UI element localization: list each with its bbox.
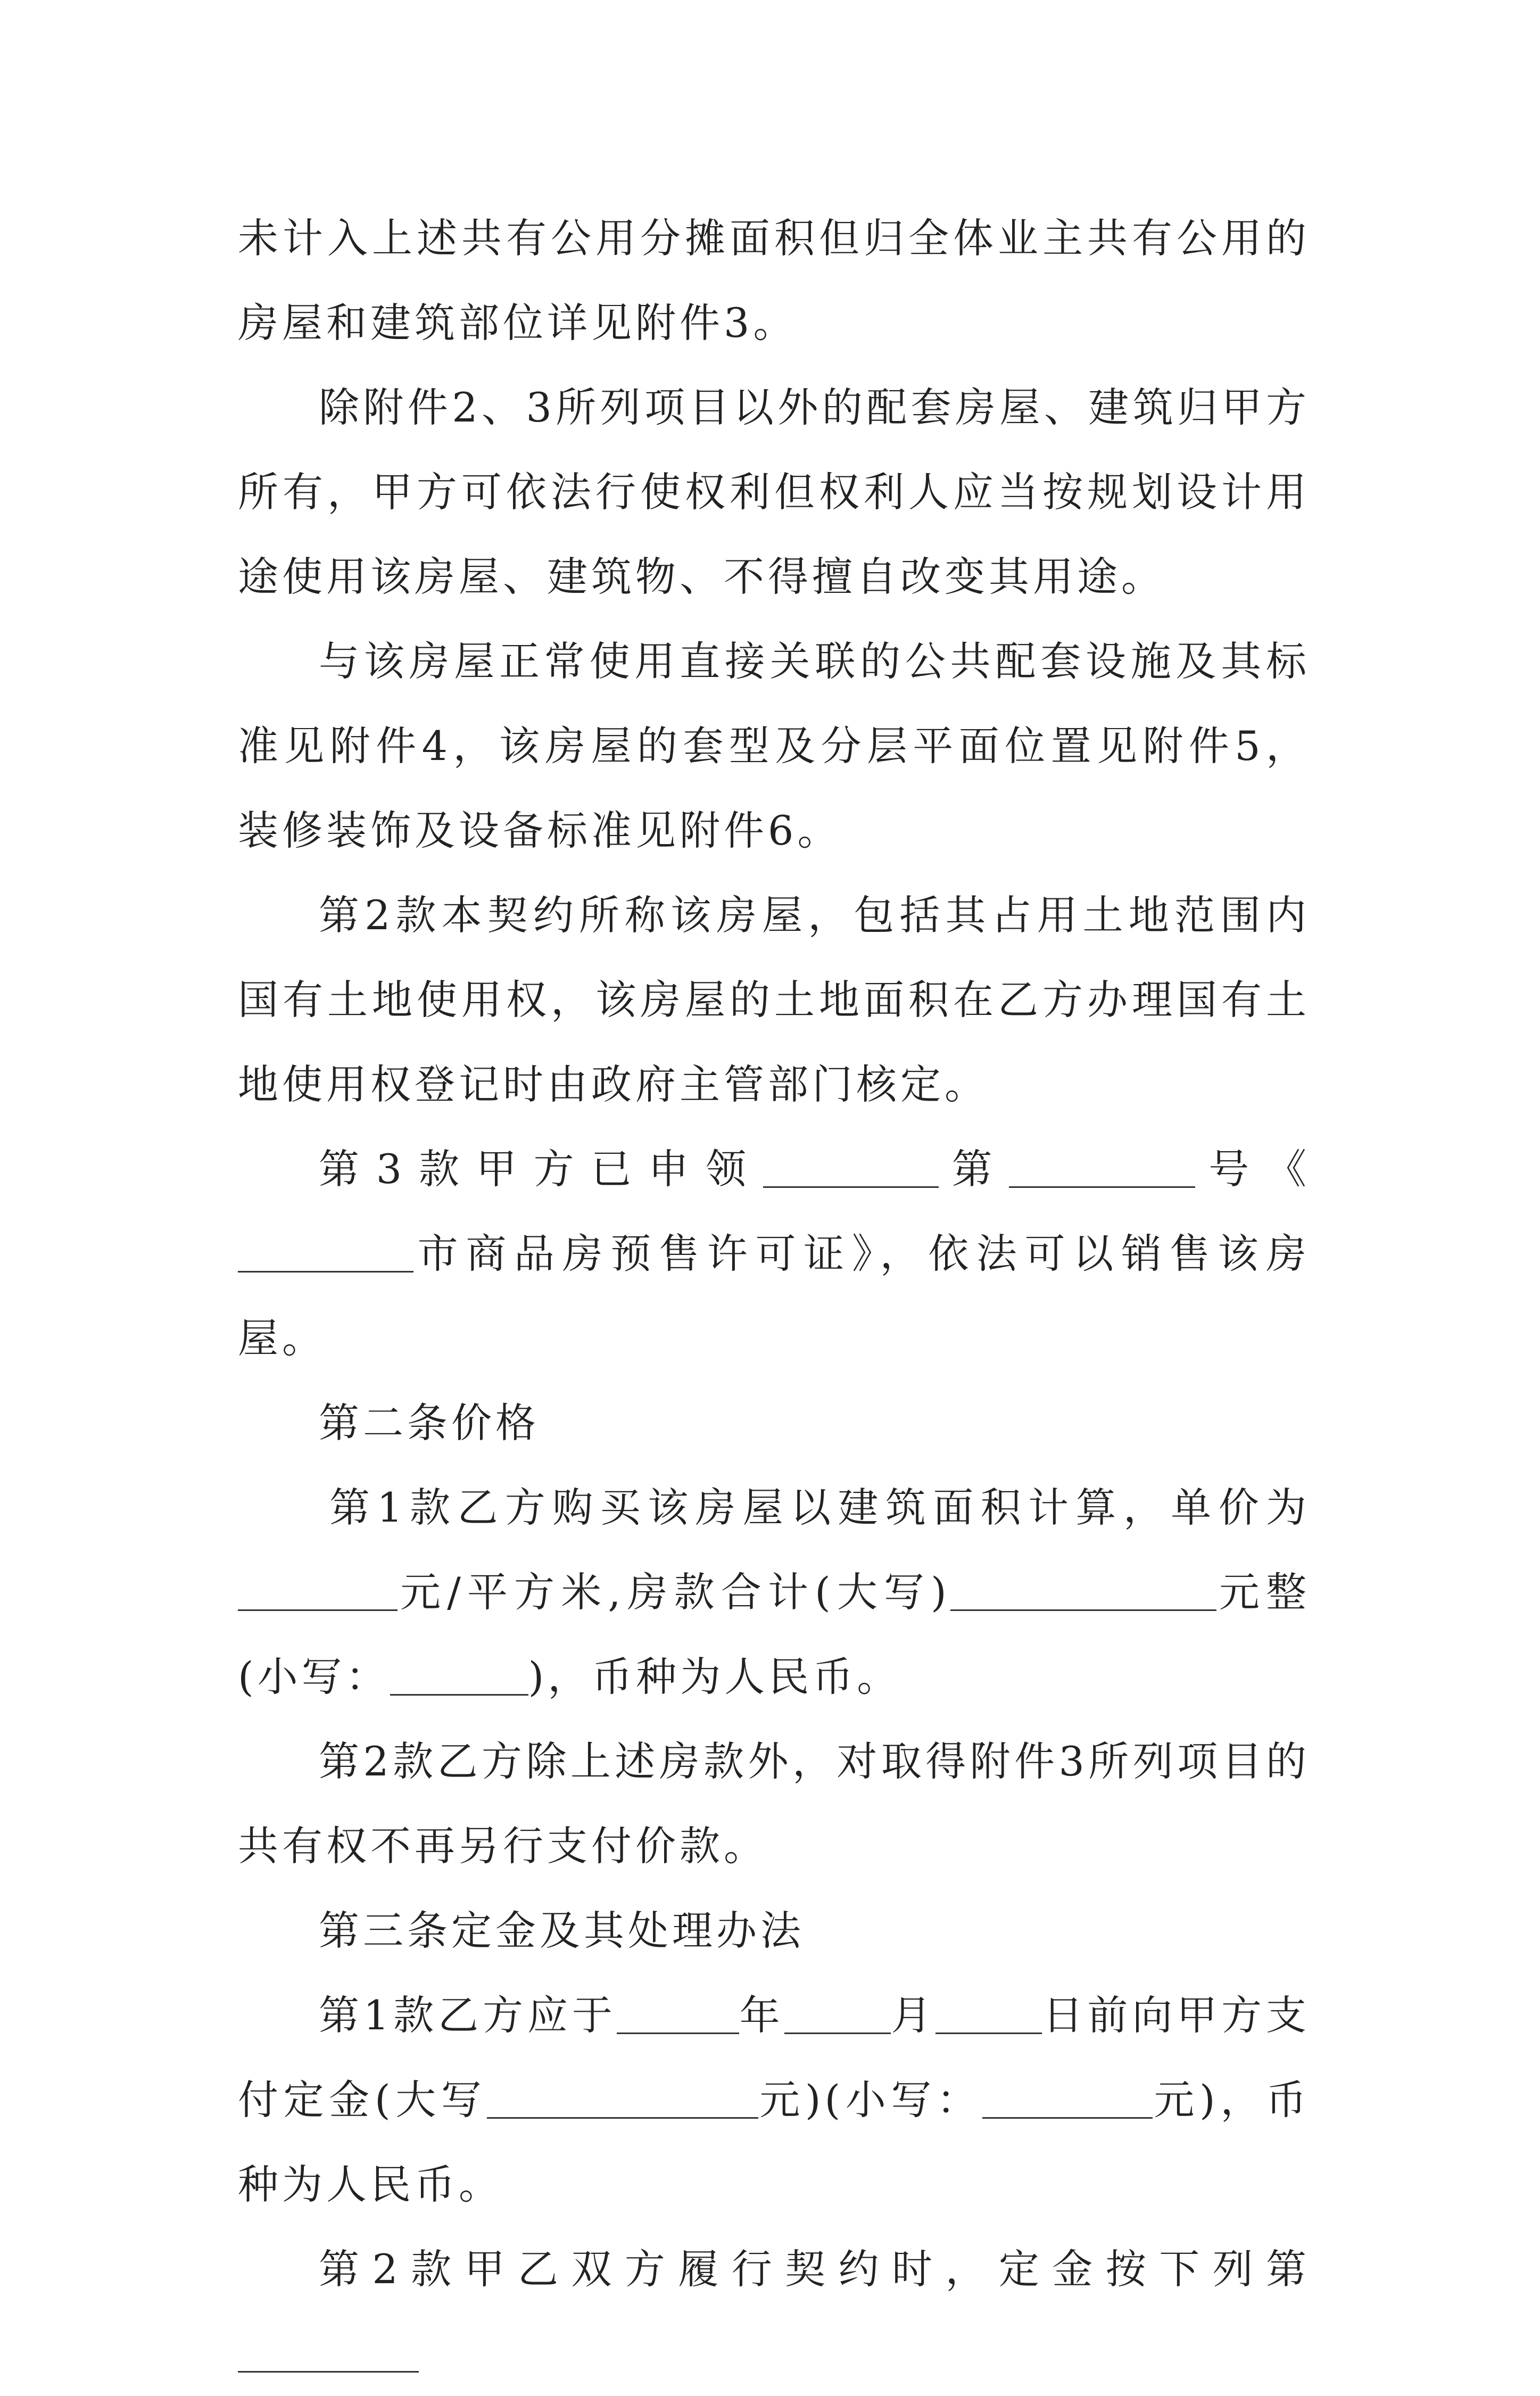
text-segment: 第1款乙方应于: [319, 1992, 617, 2039]
paragraph-text: 与该房屋正常使用直接关联的公共配套设施及其标准见附件4，该房屋的套型及分层平面位置见附件5，装修装饰及设备标准见附件6。: [238, 638, 1310, 854]
heading-article-2-price: [238, 1381, 1310, 1465]
blank-field-permit-number[interactable]: [1009, 1146, 1195, 1188]
paragraph-text: 第2款本契约所称该房屋，包括其占用土地范围内国有土地使用权，该房屋的土地面积在乙方办理国有土地使用权登记时由政府主管部门核定。: [238, 891, 1310, 1108]
paragraph-public-facilities: [238, 619, 1310, 873]
heading-text: 第二条价格: [319, 1399, 540, 1447]
text-segment: 年: [739, 1992, 784, 2039]
text-segment: 号《: [1195, 1145, 1310, 1193]
paragraph-clause-1-deposit-payment: [238, 1973, 1310, 2227]
text-segment: 第1款乙方购买该房屋以建筑面积计算，单价为: [329, 1484, 1310, 1531]
contract-body: [238, 196, 1310, 2396]
blank-field-deposit-uppercase[interactable]: [487, 2077, 758, 2119]
paragraph-text: 第2款乙方除上述房款外，对取得附件3所列项目的共有权不再另行支付价款。: [238, 1738, 1310, 1870]
paragraph-clause-3-presale-permit: [238, 1127, 1310, 1381]
text-segment: 元/平方米,房款合计(大写): [398, 1568, 950, 1616]
heading-text: 第三条定金及其处理办法: [319, 1907, 805, 1954]
blank-field-city[interactable]: [238, 1230, 413, 1273]
heading-article-3-deposit: [238, 1888, 1310, 1973]
text-segment: )，币种为人民币。: [528, 1653, 901, 1700]
paragraph-text: 未计入上述共有公用分摊面积但归全体业主共有公用的房屋和建筑部位详见附件3。: [238, 214, 1310, 346]
text-segment: 日前向甲方支付定金(大写: [238, 1992, 1311, 2124]
paragraph-clause-2-shared-rights: [238, 1719, 1310, 1888]
blank-field-deposit-lowercase[interactable]: [982, 2077, 1153, 2119]
paragraph-clause-2-deposit-handling: [238, 2227, 1310, 2396]
text-segment: 市商品房预售许可证》，依法可以销售该房屋。: [238, 1230, 1310, 1362]
paragraph-text: 除附件2、3所列项目以外的配套房屋、建筑归甲方所有，甲方可依法行使权利但权利人应当按规划设计用途使用该房屋、建筑物、不得擅自改变其用途。: [238, 384, 1310, 600]
blank-field-total-uppercase[interactable]: [950, 1569, 1216, 1611]
paragraph-shared-areas: [238, 196, 1310, 365]
blank-field-total-lowercase[interactable]: [390, 1654, 528, 1696]
paragraph-clause-2-land-use: [238, 873, 1310, 1127]
blank-field-issuer[interactable]: [763, 1146, 939, 1188]
text-segment: 元整(小写：: [238, 1568, 1310, 1700]
blank-field-unit-price[interactable]: [238, 1569, 398, 1611]
blank-field-option-number[interactable]: [238, 2331, 419, 2373]
text-segment: 元)，币种为人民币。: [238, 2076, 1310, 2208]
blank-field-month[interactable]: [784, 1992, 891, 2034]
text-segment: 第: [938, 1145, 1009, 1193]
text-segment: 第2款甲乙双方履行契约时，定金按下列第: [319, 2245, 1310, 2293]
text-segment: 第3款甲方已申领: [319, 1145, 763, 1193]
blank-field-day[interactable]: [935, 1992, 1042, 2034]
paragraph-ancillary-buildings: [238, 365, 1310, 619]
text-segment: 元)(小写：: [758, 2076, 982, 2124]
blank-field-year[interactable]: [617, 1992, 739, 2034]
text-segment: 月: [890, 1992, 936, 2039]
paragraph-clause-1-unit-price: [238, 1465, 1310, 1719]
